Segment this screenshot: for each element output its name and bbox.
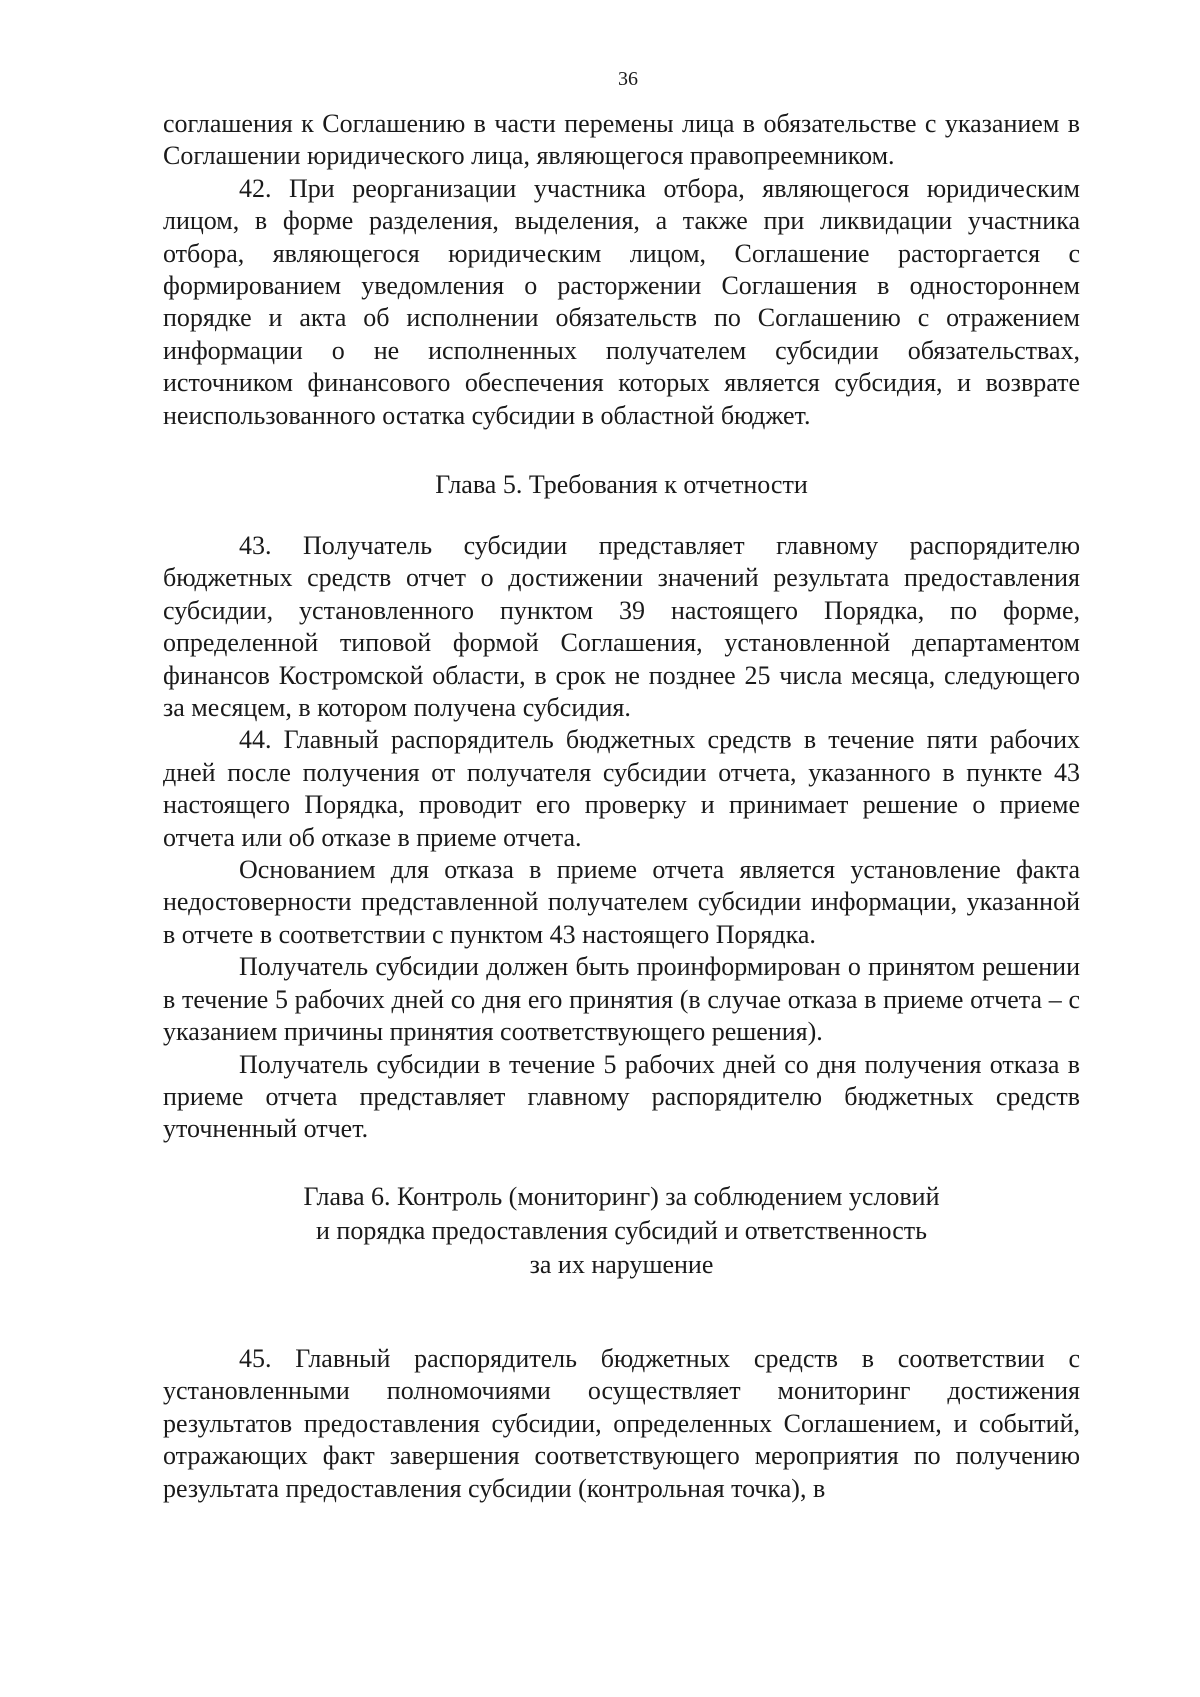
paragraph-44-refusal: Основанием для отказа в приеме отчета является установление факта недостоверности представленной получателем субсидии информации, указанной в отчете в соответствии с пунктом 43 настоящего Порядка. <box>163 855 1080 949</box>
paragraph-43: 43. Получатель субсидии представляет главному распорядителю бюджетных средств отчет о достижении значений результата предоставления субсидии, установленного пунктом 39 настоящего Порядка, по форме, определенной типовой формой Соглашения, установленной департаментом финансов Костромской области, в срок не позднее 25 числа месяца, следующего за месяцем, в котором получена субсидия. <box>163 531 1080 723</box>
chapter-5-heading <box>163 468 1080 502</box>
section-text-chapter-5 <box>163 530 1080 1146</box>
chapter-6-title-line-3: за их нарушение <box>529 1250 714 1279</box>
chapter-6-title-line-1: Глава 6. Контроль (мониторинг) за соблюдением условий <box>303 1182 940 1211</box>
section-text-chapter-6 <box>163 1343 1080 1505</box>
paragraph-44: 44. Главный распорядитель бюджетных средств в течение пяти рабочих дней после получения от получателя субсидии отчета, указанного в пункте 43 настоящего Порядка, проводит его проверку и принимает решение о приеме отчета или об отказе в приеме отчета. <box>163 725 1080 852</box>
chapter-5-title: Глава 5. Требования к отчетности <box>435 470 808 499</box>
paragraph-continuation: соглашения к Соглашению в части перемены лица в обязательстве с указанием в Соглашении юридического лица, являющегося правопреемником. <box>163 109 1080 171</box>
paragraph-44-inform: Получатель субсидии должен быть проинформирован о принятом решении в течение 5 рабочих дней со дня его принятия (в случае отказа в приеме отчета – с указанием причины принятия соответствующего решения). <box>163 952 1080 1047</box>
section-text-top <box>163 108 1080 432</box>
paragraph-44-revised: Получатель субсидии в течение 5 рабочих дней со дня получения отказа в приеме отчета представляет главному распорядителю бюджетных средств уточненный отчет. <box>163 1049 1080 1144</box>
chapter-6-heading <box>163 1180 1080 1282</box>
chapter-6-title-line-2: и порядка предоставления субсидий и ответственность <box>316 1216 927 1245</box>
page-number: 36 <box>618 68 638 90</box>
paragraph-42: 42. При реорганизации участника отбора, являющегося юридическим лицом, в форме разделения, выделения, а также при ликвидации участника отбора, являющегося юридическим лицом, Соглашение расторгается с формированием уведомления о расторжении Соглашения в одностороннем порядке и акта об исполнении обязательств по Соглашению с отражением информации о не исполненных получателем субсидии обязательствах, источником финансового обеспечения которых является субсидия, и возврате неиспользованного остатка субсидии в областной бюджет. <box>163 173 1080 430</box>
paragraph-45: 45. Главный распорядитель бюджетных средств в соответствии с установленными полномочиями осуществляет мониторинг достижения результатов предоставления субсидии, определенных Соглашением, и событий, отражающих факт завершения соответствующего мероприятия по получению результата предоставления субсидии (контрольная точка), в <box>163 1344 1080 1503</box>
